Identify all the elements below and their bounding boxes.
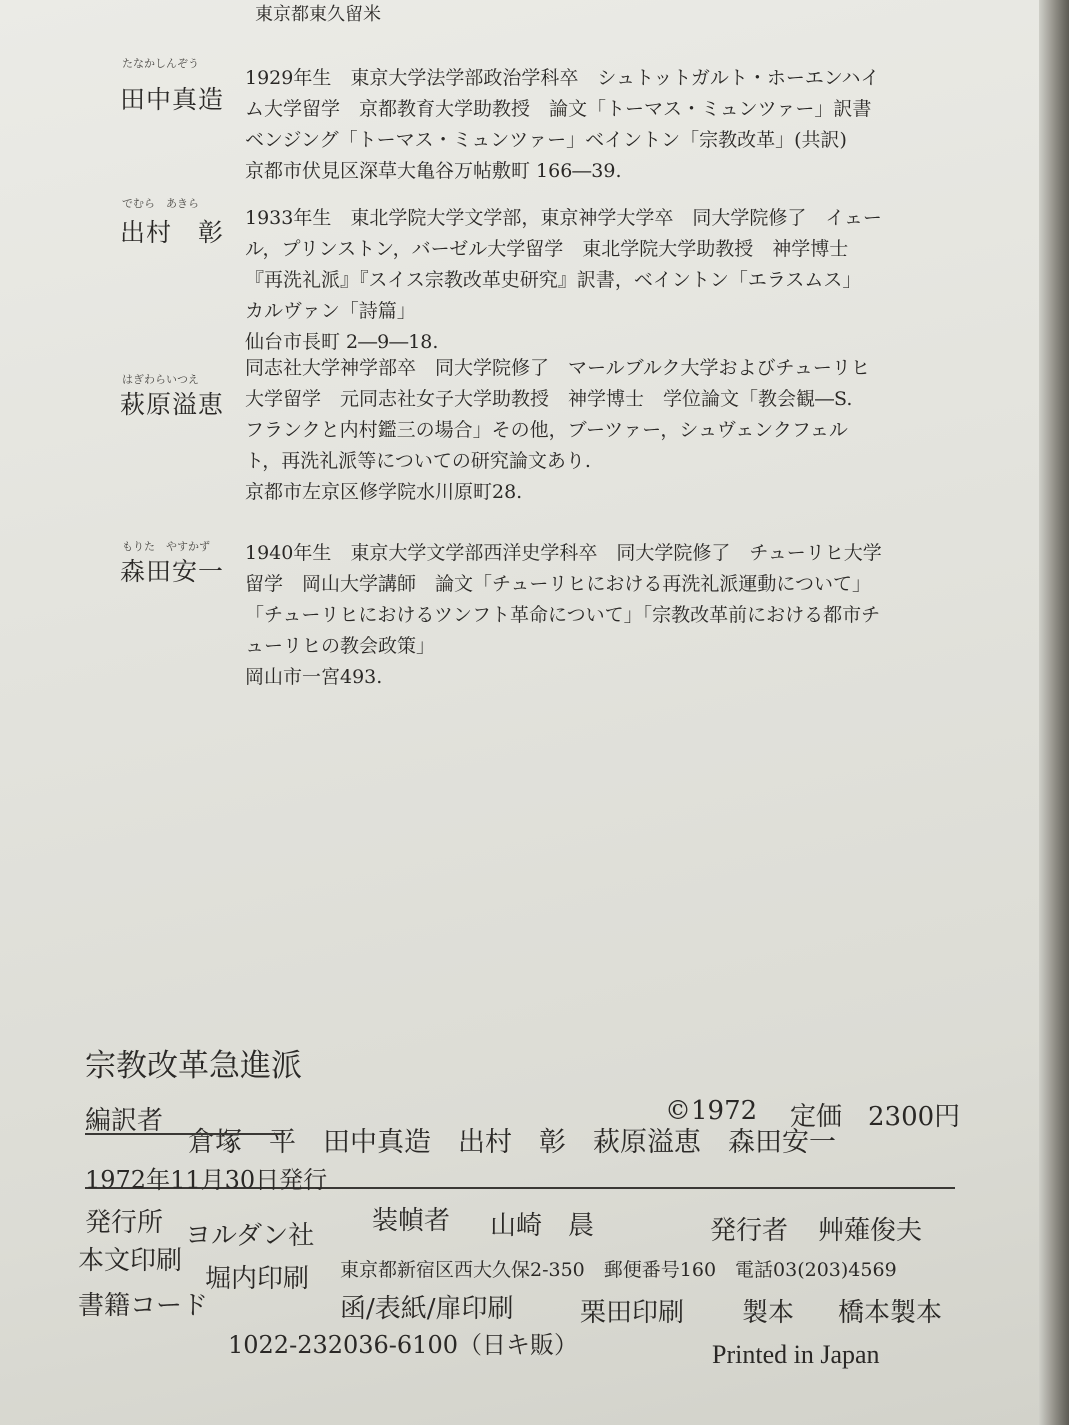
copyright: ©1972: [665, 1096, 758, 1126]
publisher-address: 東京都新宿区西大久保2-350 郵便番号160 電話03(203)4569: [340, 1259, 897, 1281]
issue-date: 1972年11月30日発行: [85, 1166, 328, 1194]
author-entry-tanaka: [0, 55, 1069, 205]
cut-off-header-text: 東京都東久留米: [255, 4, 381, 25]
cover-printer-label: 函/表紙/扉印刷: [340, 1294, 514, 1324]
bio-line: 留学 岡山大学講師 論文「チューリヒにおける再洗礼派運動について」: [245, 573, 872, 595]
printed-in-japan: Printed in Japan: [712, 1340, 880, 1369]
author-bio: [245, 353, 870, 508]
author-entry-morita: [0, 530, 1069, 688]
author-bio: [245, 538, 882, 693]
binder: 橋本製本: [838, 1298, 943, 1328]
book-title: 宗教改革急進派: [85, 1048, 302, 1084]
rule-under-title: [85, 1133, 285, 1135]
bio-line: 1940年生 東京大学文学部西洋史学科卒 同大学院修了 チューリヒ大学: [245, 542, 882, 564]
author-bio: [245, 203, 882, 358]
bio-line: 京都市左京区修学院水川原町28.: [245, 481, 523, 503]
author-name: 森田安一: [120, 557, 225, 586]
author-entry-demura: [0, 195, 1069, 353]
cover-printer: 栗田印刷: [580, 1298, 685, 1328]
publisher-label: 発行所: [85, 1208, 164, 1238]
designer-name: 山崎 晨: [490, 1211, 595, 1241]
bio-line: フランクと内村鑑三の場合」その他，ブーツァー，シュヴェンクフェル: [245, 419, 848, 441]
bio-line: ル，プリンストン，バーゼル大学留学 東北学院大学助教授 神学博士: [245, 238, 849, 260]
author-bio: [245, 63, 880, 187]
colophon: [0, 1030, 1069, 1425]
author-name-ruby: はぎわらいつえ: [122, 373, 199, 386]
author-name: 出村 彰: [120, 218, 225, 247]
publisher-person-name: 艸薙俊夫: [818, 1216, 923, 1246]
author-name-ruby: でむら あきら: [122, 197, 199, 210]
author-name: 田中真造: [120, 85, 225, 114]
bio-line: 仙台市長町 2―9―18.: [245, 331, 439, 353]
bio-line: 大学留学 元同志社女子大学助教授 神学博士 学位論文「教会観―S.: [245, 388, 853, 410]
publisher-name: ヨルダン社: [185, 1221, 315, 1251]
bio-line: 「チューリヒにおけるツンフト革命について」「宗教改革前における都市チ: [245, 604, 881, 626]
editors-label: 編訳者: [85, 1106, 164, 1136]
designer-label: 装幀者: [372, 1206, 451, 1236]
bio-line: 1933年生 東北学院大学文学部，東京神学大学卒 同大学院修了 イェー: [245, 207, 882, 229]
bio-line: 1929年生 東京大学法学部政治学科卒 シュトットガルト・ホーエンハイ: [245, 67, 880, 89]
author-name: 萩原溢恵: [120, 390, 225, 419]
bio-line: 同志社大学神学部卒 同大学院修了 マールブルク大学およびチューリヒ: [245, 357, 870, 379]
price: 定価 2300円: [790, 1102, 961, 1132]
book-code-label: 書籍コード: [78, 1291, 209, 1321]
book-code: 1022-232036-6100（日キ販）: [228, 1331, 578, 1359]
editors-names: 倉塚 平 田中真造 出村 彰 萩原溢恵 森田安一: [188, 1127, 836, 1158]
publisher-person-label: 発行者: [710, 1216, 789, 1246]
bio-line: ト，再洗礼派等についての研究論文あり.: [245, 450, 591, 472]
author-entry-hagiwara: [0, 345, 1069, 503]
bio-line: ューリヒの教会政策」: [245, 635, 436, 657]
bio-line: ム大学留学 京都教育大学助教授 論文「トーマス・ミュンツァー」訳書: [245, 98, 872, 120]
bio-line: カルヴァン「詩篇」: [245, 300, 416, 322]
text-printer: 堀内印刷: [205, 1264, 310, 1294]
bio-line: 京都市伏見区深草大亀谷万帖敷町 166―39.: [245, 160, 622, 182]
author-name-ruby: もりた やすかず: [122, 540, 210, 553]
bio-line: 岡山市一宮493.: [245, 666, 383, 688]
author-name-ruby: たなかしんぞう: [122, 57, 199, 70]
text-printer-label: 本文印刷: [78, 1246, 183, 1276]
bio-line: 『再洗礼派』『スイス宗教改革史研究』訳書，ベイントン「エラスムス」: [245, 269, 862, 291]
binding-label: 製本: [742, 1298, 795, 1328]
bio-line: ベンジング「トーマス・ミュンツァー」ベイントン「宗教改革」(共訳): [245, 129, 847, 151]
